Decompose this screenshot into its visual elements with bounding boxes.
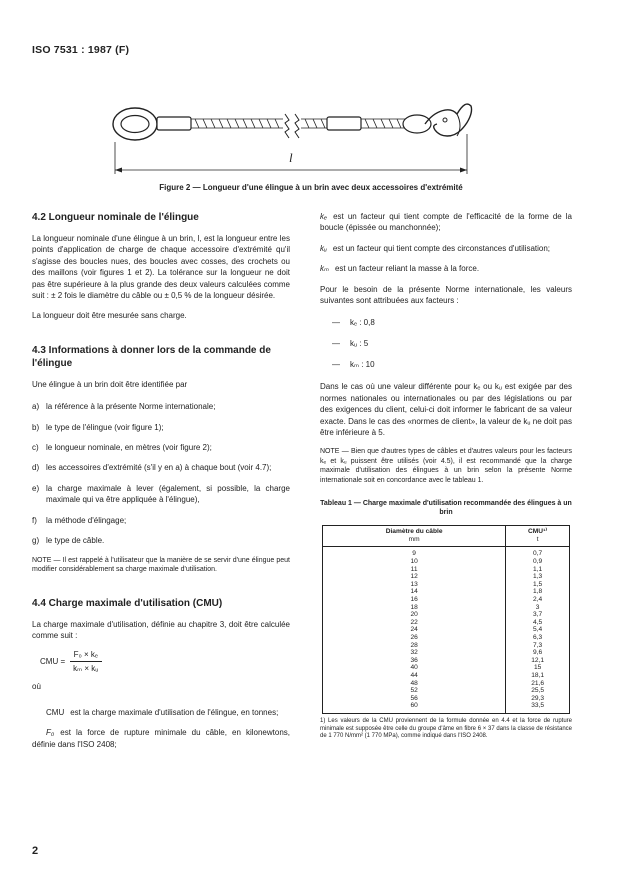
cell-diameter: 44 bbox=[323, 672, 506, 680]
column-header-cmu: CMU¹⁾ t bbox=[506, 526, 570, 547]
cell-diameter: 18 bbox=[323, 604, 506, 612]
cell-cmu: 12,1 bbox=[531, 656, 545, 664]
table-row bbox=[323, 664, 570, 672]
list-item: a) la référence à la présente Norme internationale; bbox=[32, 402, 216, 412]
cell-diameter: 36 bbox=[323, 657, 506, 665]
cell-diameter: 14 bbox=[323, 588, 506, 596]
section-4-2-paragraph: La longueur nominale d'une élingue à un brin, l, est la longueur entre les points d'application de charge de chaque accessoire d'extrémité qu'il s'agisse des boucles nues, des boucles avec cosses, des crochets ou des maillons (voir figures 1 et 2). La tolérance sur la longueur ne doit pas être supérieure à la plus grande des deux valeurs calculées comme suit : ± 2 fois le diamètre du câble ou ± 0,5 % de la longueur désirée. bbox=[32, 234, 290, 301]
eye-loop-outer bbox=[113, 108, 157, 140]
arrow-right bbox=[460, 168, 467, 173]
table-row bbox=[323, 672, 570, 680]
table-title: Tableau 1 — Charge maximale d'utilisation recommandée des élingues à un brin bbox=[320, 500, 572, 517]
left-column bbox=[32, 211, 290, 759]
factors-note: NOTE — Bien que d'autres types de câbles et d'autres valeurs pour les facteurs kₑ et kᵤ puissent être utilisés (voir 4.5), il est recommandé que la charge maximale d'utilisation des élingues à un brin selon la présente Norme internationale soit en concordance avec le tableau 1. bbox=[320, 448, 572, 484]
table-row bbox=[323, 581, 570, 589]
sling-figure bbox=[105, 100, 505, 182]
figure-caption: Figure 2 — Longueur d'une élingue à un brin avec deux accessoires d'extrémité bbox=[159, 183, 463, 192]
table-row bbox=[323, 634, 570, 642]
cell-diameter: 48 bbox=[323, 680, 506, 688]
document-header: ISO 7531 : 1987 (F) bbox=[32, 44, 130, 56]
table-row bbox=[323, 680, 570, 688]
section-4-3-note: NOTE — Il est rappelé à l'utilisateur que la manière de se servir d'une élingue peut modifier considérablement sa charge maximale d'utilisation. bbox=[32, 556, 290, 573]
cell-cmu: 7,3 bbox=[533, 641, 543, 649]
list-item: d) les accessoires d'extrémité (s'il y en a) à chaque bout (voir 4.7); bbox=[32, 463, 272, 473]
cell-cmu: 2,4 bbox=[533, 596, 543, 604]
cell-diameter: 20 bbox=[323, 611, 506, 619]
table-row bbox=[323, 642, 570, 650]
break-mark-left bbox=[285, 114, 289, 138]
column-header-diameter: Diamètre du câble mm bbox=[323, 526, 506, 547]
cell-cmu: 0,7 bbox=[533, 550, 543, 558]
cell-diameter: 40 bbox=[323, 664, 506, 672]
cell-cmu: 1,3 bbox=[533, 573, 543, 581]
table-row bbox=[323, 626, 570, 634]
cell-diameter: 28 bbox=[323, 642, 506, 650]
table-footnote: 1) Les valeurs de la CMU proviennent de la formule donnée en 4.4 et la force de rupture minimale est supposée être celle du groupe d'âme en fibre 6 × 37 dans la classe de résistance de 1 770 N/mm² (1 770 MPa), comme indiqué dans l'ISO 2408. bbox=[320, 717, 572, 740]
cell-cmu: 1,1 bbox=[533, 565, 543, 573]
cmu-formula: CMU = $\frac{\text{F₀ × kₑ}}{\text{kₘ × kᵤ}}$ bbox=[40, 650, 290, 673]
cell-diameter: 16 bbox=[323, 596, 506, 604]
break-mark-right bbox=[295, 114, 299, 138]
section-4-2-paragraph: La longueur doit être mesurée sans charge. bbox=[32, 311, 187, 321]
cell-cmu: 15 bbox=[533, 664, 542, 672]
section-4-4-title: 4.4 Charge maximale d'utilisation (CMU) bbox=[32, 597, 223, 609]
table-row bbox=[323, 596, 570, 604]
thimble bbox=[403, 115, 431, 133]
wire-rope-segment bbox=[191, 119, 283, 128]
page-number: 2 bbox=[32, 845, 39, 857]
cell-diameter: 22 bbox=[323, 619, 506, 627]
wire-rope-segment bbox=[361, 119, 405, 128]
table-row bbox=[323, 588, 570, 596]
table-row bbox=[323, 702, 570, 713]
factor-value-item: — kₘ : 10 bbox=[332, 360, 375, 370]
ferrule-left bbox=[157, 117, 191, 130]
table-row bbox=[323, 687, 570, 695]
cell-cmu: 0,9 bbox=[533, 558, 543, 566]
factor-value-item: — kᵤ : 5 bbox=[332, 339, 369, 349]
wire-rope-segment bbox=[301, 119, 327, 128]
cell-diameter: 11 bbox=[323, 566, 506, 574]
list-item: g) le type de câble. bbox=[32, 536, 105, 546]
cell-cmu: 3,7 bbox=[533, 611, 543, 619]
definition-ke: kₑ est un facteur qui tient compte de l'efficacité de la forme de la boucle (épissée ou manchonnée); bbox=[320, 212, 572, 233]
ferrule-right bbox=[327, 117, 361, 130]
table-row bbox=[323, 604, 570, 612]
section-4-3-title: 4.3 Informations à donner lors de la commande de l'élingue bbox=[32, 344, 271, 369]
factor-value-item: — kₑ : 0,8 bbox=[332, 318, 375, 328]
cell-cmu: 33,5 bbox=[531, 702, 545, 710]
table-row bbox=[323, 611, 570, 619]
cell-cmu: 4,5 bbox=[533, 618, 543, 626]
cell-diameter: 56 bbox=[323, 695, 506, 703]
cell-diameter: 24 bbox=[323, 626, 506, 634]
cell-cmu: 1,8 bbox=[533, 588, 543, 596]
factor-values-intro: Pour le besoin de la présente Norme internationale, les valeurs suivantes sont attribuées aux facteurs : bbox=[320, 284, 572, 306]
cell-diameter: 12 bbox=[323, 573, 506, 581]
cell-diameter: 60 bbox=[323, 702, 506, 713]
table-row bbox=[323, 573, 570, 581]
list-item: b) le type de l'élingue (voir figure 1); bbox=[32, 422, 164, 432]
cell-diameter: 52 bbox=[323, 687, 506, 695]
arrow-left bbox=[115, 168, 122, 173]
eye-loop-inner bbox=[121, 116, 149, 133]
cell-cmu: 5,4 bbox=[533, 626, 543, 634]
table-row bbox=[323, 649, 570, 657]
hook-pin bbox=[443, 118, 447, 122]
where-label: où bbox=[32, 682, 41, 692]
cell-cmu: 18,1 bbox=[531, 671, 545, 679]
table-row bbox=[323, 695, 570, 703]
cell-cmu: 3 bbox=[535, 603, 540, 611]
cell-diameter: 26 bbox=[323, 634, 506, 642]
section-4-4-intro: La charge maximale d'utilisation, définie au chapitre 3, doit être calculée comme suit : bbox=[32, 619, 290, 640]
cell-cmu: 6,3 bbox=[533, 634, 543, 641]
cmu-table bbox=[322, 525, 570, 713]
table-row bbox=[323, 566, 570, 574]
table-row bbox=[323, 558, 570, 566]
cell-cmu: 25,5 bbox=[531, 687, 545, 695]
cell-diameter: 9 bbox=[323, 547, 506, 558]
cell-diameter: 32 bbox=[323, 649, 506, 657]
cell-diameter: 10 bbox=[323, 558, 506, 566]
cell-cmu: 21,6 bbox=[531, 679, 545, 687]
list-item: f) la méthode d'élingage; bbox=[32, 515, 127, 525]
dimension-label-l: l bbox=[289, 150, 293, 165]
section-4-3-intro: Une élingue à un brin doit être identifiée par bbox=[32, 379, 188, 389]
table-row bbox=[323, 657, 570, 665]
definition-km: kₘ est un facteur reliant la masse à la force. bbox=[320, 264, 480, 274]
other-values-paragraph: Dans le cas où une valeur différente pour kₑ ou kᵤ est exigée par des normes nationales ou internationales ou par des législations ou par des exigences du client, celui-ci doit informer le fabricant de sa valeur exacte. Dans le cas des «normes de client», la valeur de kᵤ ne doit pas être inférieure à 5. bbox=[320, 382, 572, 438]
table-row bbox=[323, 547, 570, 558]
list-item: e) la charge maximale à lever (également, si possible, la charge maximale qui va être appliquée à l'élingue), bbox=[32, 483, 290, 505]
definition-ku: kᵤ est un facteur qui tient compte des circonstances d'utilisation; bbox=[320, 243, 551, 253]
table-row bbox=[323, 619, 570, 627]
cell-cmu: 9,6 bbox=[533, 649, 543, 657]
cell-cmu: 29,3 bbox=[531, 694, 545, 702]
cell-diameter: 13 bbox=[323, 581, 506, 589]
definition-f0: F₀ est la force de rupture minimale du câble, en kilonewtons, définie dans l'ISO 2408; bbox=[32, 728, 290, 749]
definition-cmu: CMU est la charge maximale d'utilisation de l'élingue, en tonnes; bbox=[46, 707, 279, 717]
right-column bbox=[320, 211, 572, 741]
section-4-2-title: 4.2 Longueur nominale de l'élingue bbox=[32, 212, 199, 223]
cell-cmu: 1,5 bbox=[533, 580, 543, 588]
list-item: c) le longueur nominale, en mètres (voir figure 2); bbox=[32, 443, 212, 453]
hook-body bbox=[425, 104, 472, 136]
